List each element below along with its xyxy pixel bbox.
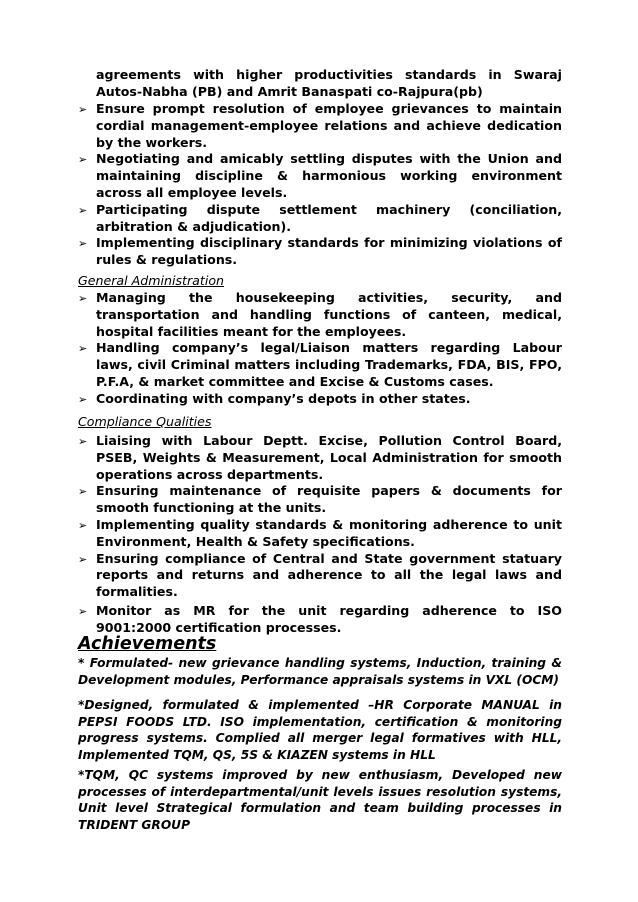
list-item <box>78 101 562 151</box>
list-item <box>78 433 562 483</box>
list-item-text: Managing the housekeeping activities, security, and transportation and handling functions of canteen, medical, hospital facilities meant for the employees. <box>96 290 562 339</box>
intro-line: Autos-Nabha (PB) and Amrit Banaspati co-Rajpura(pb) <box>96 83 483 99</box>
list-item <box>78 151 562 201</box>
list-item-text: Implementing disciplinary standards for minimizing violations of rules & regulations. <box>96 235 562 268</box>
general-administration-heading: General Administration <box>78 273 225 288</box>
achievements-heading: Achievements <box>78 634 217 654</box>
list-item-text: Negotiating and amicably settling disputes with the Union and maintaining discipline & harmonious working environment across all employee levels. <box>96 151 562 200</box>
arrow-bullet-icon: ➢ <box>78 237 88 251</box>
list-item-text: Ensuring maintenance of requisite papers & documents for smooth functioning at the units. <box>96 483 562 516</box>
list-item-text: Participating dispute settlement machinery (conciliation, arbitration & adjudication). <box>96 201 562 234</box>
list-item <box>78 483 562 517</box>
arrow-bullet-icon: ➢ <box>78 435 88 448</box>
arrow-bullet-icon: ➢ <box>78 292 88 305</box>
arrow-bullet-icon: ➢ <box>78 392 88 406</box>
arrow-bullet-icon: ➢ <box>78 153 88 167</box>
achievement-paragraph: *Designed, formulated & implemented –HR Corporate MANUAL in PEPSI FOODS LTD. ISO implementation, certification & monitoring progress systems. Complied all merger legal formatives with HLL, Implemented TQM, QS, 5S & KIAZEN systems in HLL <box>78 698 562 762</box>
arrow-bullet-icon: ➢ <box>78 604 88 618</box>
list-item-text: Ensuring compliance of Central and State government statuary reports and returns and adherence to all the legal laws and formalities. <box>96 550 562 600</box>
list-item-text: Implementing quality standards & monitoring adherence to unit Environment, Health & Safety specifications. <box>96 516 562 549</box>
list-item <box>78 235 562 269</box>
arrow-bullet-icon: ➢ <box>78 552 88 566</box>
list-item <box>78 603 562 637</box>
arrow-bullet-icon: ➢ <box>78 518 88 532</box>
list-item <box>78 551 562 601</box>
industrial-relations-list <box>78 101 562 269</box>
list-item <box>78 340 562 390</box>
list-item <box>78 202 562 236</box>
list-item-text: Ensure prompt resolution of employee grievances to maintain cordial management-employee relations and achieve dedication by the workers. <box>96 101 562 150</box>
arrow-bullet-icon: ➢ <box>78 485 88 499</box>
list-item-text: Handling company’s legal/Liaison matters regarding Labour laws, civil Criminal matters including Trademarks, FDA, BIS, FPO, P.F.A, & market committee and Excise & Customs cases. <box>96 340 562 389</box>
list-item <box>78 290 562 340</box>
list-item-text: Coordinating with company’s depots in other states. <box>96 390 471 406</box>
achievement-paragraph: * Formulated- new grievance handling systems, Induction, training & Development modules, Performance appraisals systems in VXL (OCM) <box>78 656 562 687</box>
compliance-qualities-heading: Compliance Qualities <box>78 414 212 429</box>
list-item <box>78 517 562 551</box>
arrow-bullet-icon: ➢ <box>78 203 88 217</box>
achievement-paragraph: *TQM, QC systems improved by new enthusiasm, Developed new processes of interdepartmental/unit levels issues resolution systems, Unit level Strategical formulation and team building processes in TRIDENT GROUP <box>78 768 562 832</box>
compliance-list <box>78 433 562 637</box>
arrow-bullet-icon: ➢ <box>78 342 88 356</box>
arrow-bullet-icon: ➢ <box>78 103 88 116</box>
list-item <box>78 391 562 408</box>
intro-line: agreements with higher productivities standards in Swaraj <box>96 67 562 82</box>
general-administration-list <box>78 290 562 408</box>
intro-continuation <box>96 67 562 101</box>
list-item-text: Liaising with Labour Deptt. Excise, Pollution Control Board, PSEB, Weights & Measurement, Local Administration for smooth operations across departments. <box>96 433 562 482</box>
list-item-text: Monitor as MR for the unit regarding adherence to ISO 9001:2000 certification processes. <box>96 602 562 635</box>
